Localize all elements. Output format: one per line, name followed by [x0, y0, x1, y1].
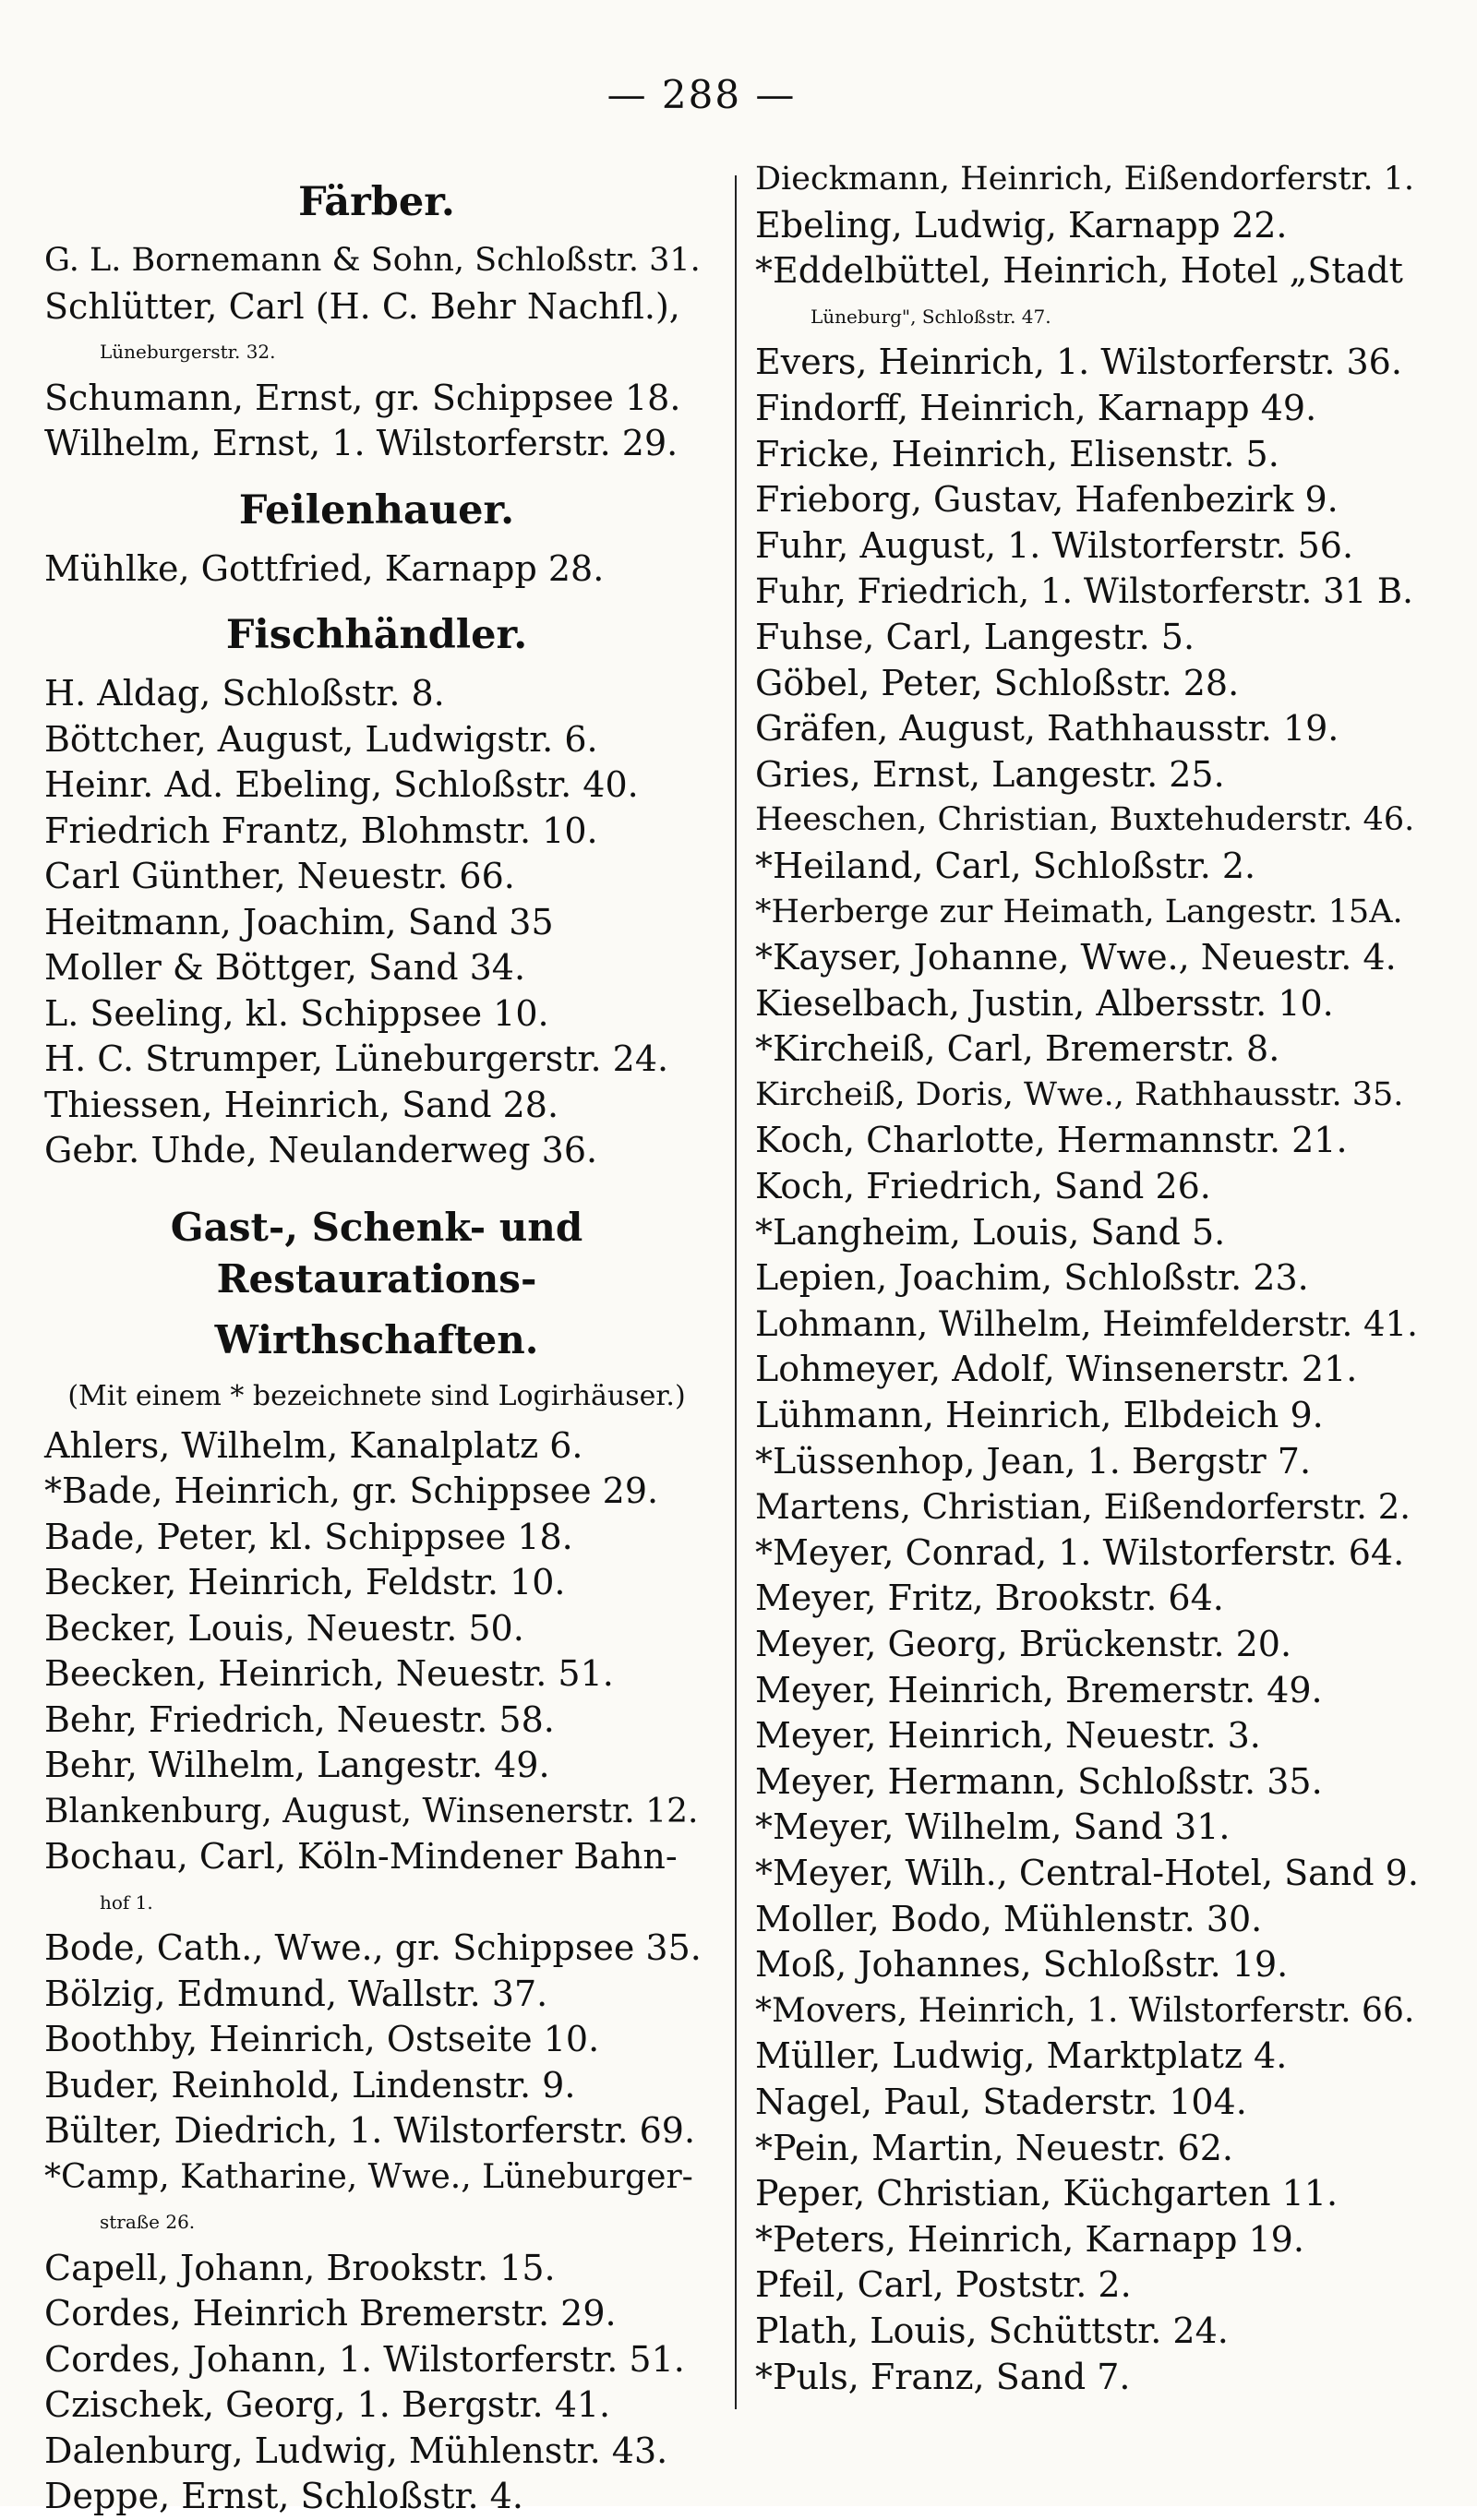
list-item: Koch, Charlotte, Hermannstr. 21.: [755, 1120, 1348, 1161]
list-item: *Heiland, Carl, Schloßstr. 2.: [755, 845, 1256, 886]
list-item: Gräfen, August, Rathhausstr. 19.: [755, 708, 1339, 750]
list-item: Dalenburg, Ludwig, Mühlenstr. 43.: [44, 2430, 668, 2471]
page-number: — 288 —: [606, 72, 797, 117]
list-item: Evers, Heinrich, 1. Wilstorferstr. 36.: [755, 342, 1402, 383]
list-item: Heinr. Ad. Ebeling, Schloßstr. 40.: [44, 764, 639, 805]
section-heading-gastwirthschaften: Gast-, Schenk- und Restaurations-: [170, 1204, 583, 1302]
list-item: G. L. Bornemann & Sohn, Schloßstr. 31.: [44, 242, 701, 279]
list-item: Becker, Louis, Neuestr. 50.: [44, 1607, 524, 1649]
list-item: Peper, Christian, Küchgarten 11.: [755, 2173, 1339, 2214]
list-item: Blankenburg, August, Winsenerstr. 12.: [44, 1792, 699, 1830]
list-item: *Langheim, Louis, Sand 5.: [755, 1211, 1226, 1253]
list-item: Boothby, Heinrich, Ostseite 10.: [44, 2019, 600, 2059]
list-item: Lepien, Joachim, Schloßstr. 23.: [755, 1257, 1309, 1299]
list-item: Ahlers, Wilhelm, Kanalplatz 6.: [44, 1424, 583, 1466]
section-heading-feilenhauer: Feilenhauer.: [238, 486, 515, 534]
list-item: *Peters, Heinrich, Karnapp 19.: [755, 2218, 1304, 2260]
list-item: *Meyer, Wilhelm, Sand 31.: [755, 1806, 1231, 1848]
list-item: *Eddelbüttel, Heinrich, Hotel „Stadt: [755, 250, 1403, 292]
list-item: hof 1.: [100, 1890, 153, 1914]
list-item: Gries, Ernst, Langestr. 25.: [755, 753, 1225, 795]
list-item: Meyer, Heinrich, Bremerstr. 49.: [755, 1669, 1323, 1710]
list-item: Lühmann, Heinrich, Elbdeich 9.: [755, 1395, 1324, 1436]
list-item: Meyer, Heinrich, Neuestr. 3.: [755, 1715, 1261, 1757]
list-item: Heitmann, Joachim, Sand 35: [44, 901, 554, 942]
list-item: *Bade, Heinrich, gr. Schippsee 29.: [44, 1470, 659, 1511]
list-item: Becker, Heinrich, Feldstr. 10.: [44, 1562, 566, 1602]
list-item: Fuhr, August, 1. Wilstorferstr. 56.: [755, 524, 1354, 566]
list-item: Koch, Friedrich, Sand 26.: [755, 1166, 1211, 1207]
list-item: Carl Günther, Neuestr. 66.: [44, 856, 515, 896]
list-item: *Meyer, Conrad, 1. Wilstorferstr. 64.: [755, 1531, 1405, 1573]
list-item: Behr, Wilhelm, Langestr. 49.: [44, 1745, 550, 1785]
list-item: Fuhse, Carl, Langestr. 5.: [755, 616, 1195, 657]
list-item: Bochau, Carl, Köln-Mindener Bahn-: [44, 1836, 678, 1877]
list-item: Czischek, Georg, 1. Bergstr. 41.: [44, 2384, 611, 2425]
list-item: Schlütter, Carl (H. C. Behr Nachfl.),: [44, 285, 680, 327]
list-item: Bülter, Diedrich, 1. Wilstorferstr. 69.: [44, 2110, 696, 2151]
list-item: Findorff, Heinrich, Karnapp 49.: [755, 387, 1317, 428]
list-item: Martens, Christian, Eißendorferstr. 2.: [755, 1487, 1411, 1528]
list-item: Lüneburg", Schloßstr. 47.: [811, 305, 1051, 328]
list-item: *Herberge zur Heimath, Langestr. 15A.: [755, 893, 1403, 930]
section-heading-gastwirthschaften-line2: Wirthschaften.: [214, 1316, 539, 1362]
list-item: H. Aldag, Schloßstr. 8.: [44, 673, 445, 714]
list-item: *Puls, Franz, Sand 7.: [755, 2356, 1131, 2397]
column-divider: [735, 175, 737, 2409]
list-item: *Meyer, Wilh., Central-Hotel, Sand 9.: [755, 1852, 1419, 1893]
list-item: L. Seeling, kl. Schippsee 10.: [44, 992, 549, 1034]
list-item: Gebr. Uhde, Neulanderweg 36.: [44, 1130, 598, 1170]
list-item: *Kircheiß, Carl, Bremerstr. 8.: [755, 1028, 1280, 1070]
list-item: Mühlke, Gottfried, Karnapp 28.: [44, 547, 605, 589]
list-item: Cordes, Johann, 1. Wilstorferstr. 51.: [44, 2338, 685, 2380]
list-item: *Pein, Martin, Neuestr. 62.: [755, 2127, 1233, 2168]
list-item: Beecken, Heinrich, Neuestr. 51.: [44, 1653, 614, 1694]
list-item: Dieckmann, Heinrich, Eißendorferstr. 1.: [755, 161, 1414, 198]
list-item: Friedrich Frantz, Blohmstr. 10.: [44, 810, 598, 851]
list-item: Fuhr, Friedrich, 1. Wilstorferstr. 31 B.: [755, 571, 1413, 612]
list-item: Frieborg, Gustav, Hafenbezirk 9.: [755, 479, 1339, 521]
list-item: Ebeling, Ludwig, Karnapp 22.: [755, 204, 1288, 246]
columns: [44, 148, 1429, 2516]
list-item: Pfeil, Carl, Poststr. 2.: [755, 2264, 1132, 2306]
list-item: Lüneburgerstr. 32.: [100, 341, 276, 363]
left-column: [44, 148, 709, 2516]
list-item: *Kayser, Johanne, Wwe., Neuestr. 4.: [755, 937, 1397, 978]
list-item: Müller, Ludwig, Marktplatz 4.: [755, 2035, 1288, 2077]
list-item: Meyer, Hermann, Schloßstr. 35.: [755, 1760, 1323, 1802]
list-item: Moller, Bodo, Mühlenstr. 30.: [755, 1898, 1263, 1939]
list-item: H. C. Strumper, Lüneburgerstr. 24.: [44, 1038, 669, 1079]
list-item: Schumann, Ernst, gr. Schippsee 18.: [44, 377, 681, 418]
list-item: Deppe, Ernst, Schloßstr. 4.: [44, 2476, 523, 2516]
list-item: Bade, Peter, kl. Schippsee 18.: [44, 1516, 573, 1557]
list-item: Meyer, Fritz, Brookstr. 64.: [755, 1578, 1224, 1619]
list-item: Buder, Reinhold, Lindenstr. 9.: [44, 2064, 576, 2106]
list-item: *Movers, Heinrich, 1. Wilstorferstr. 66.: [755, 1991, 1415, 2030]
list-item: Meyer, Georg, Brückenstr. 20.: [755, 1624, 1292, 1664]
list-item: Lohmeyer, Adolf, Winsenerstr. 21.: [755, 1349, 1358, 1390]
list-item: Capell, Johann, Brookstr. 15.: [44, 2247, 556, 2288]
list-item: Plath, Louis, Schüttstr. 24.: [755, 2310, 1229, 2351]
section-heading-faerber: Färber.: [298, 179, 455, 225]
list-item: Heeschen, Christian, Buxtehuderstr. 46.: [755, 801, 1415, 839]
list-item: Bode, Cath., Wwe., gr. Schippsee 35.: [44, 1927, 702, 1968]
list-item: Wilhelm, Ernst, 1. Wilstorferstr. 29.: [44, 423, 678, 463]
section-note: (Mit einem * bezeichnete sind Logirhäuser.): [67, 1379, 686, 1412]
list-item: *Camp, Katharine, Wwe., Lüneburger-: [44, 2157, 693, 2196]
list-item: Lohmann, Wilhelm, Heimfelderstr. 41.: [755, 1303, 1418, 1344]
list-item: Behr, Friedrich, Neuestr. 58.: [44, 1698, 555, 1740]
list-item: Fricke, Heinrich, Elisenstr. 5.: [755, 433, 1279, 474]
list-item: Moller & Böttger, Sand 34.: [44, 947, 526, 988]
list-item: Moß, Johannes, Schloßstr. 19.: [755, 1944, 1289, 1986]
list-item: Bölzig, Edmund, Wallstr. 37.: [44, 1973, 548, 2014]
right-column: [755, 157, 1420, 2483]
list-item: Thiessen, Heinrich, Sand 28.: [44, 1084, 559, 1125]
list-item: straße 26.: [100, 2211, 196, 2233]
list-item: Göbel, Peter, Schloßstr. 28.: [755, 662, 1240, 703]
section-heading-fischhaendler: Fischhändler.: [225, 612, 528, 658]
list-item: Böttcher, August, Ludwigstr. 6.: [44, 718, 598, 760]
list-item: Cordes, Heinrich Bremerstr. 29.: [44, 2293, 617, 2334]
list-item: Nagel, Paul, Staderstr. 104.: [755, 2081, 1247, 2122]
list-item: Kieselbach, Justin, Albersstr. 10.: [755, 982, 1334, 1024]
list-item: *Lüssenhop, Jean, 1. Bergstr 7.: [755, 1440, 1312, 1482]
list-item: Kircheiß, Doris, Wwe., Rathhausstr. 35.: [755, 1075, 1404, 1113]
